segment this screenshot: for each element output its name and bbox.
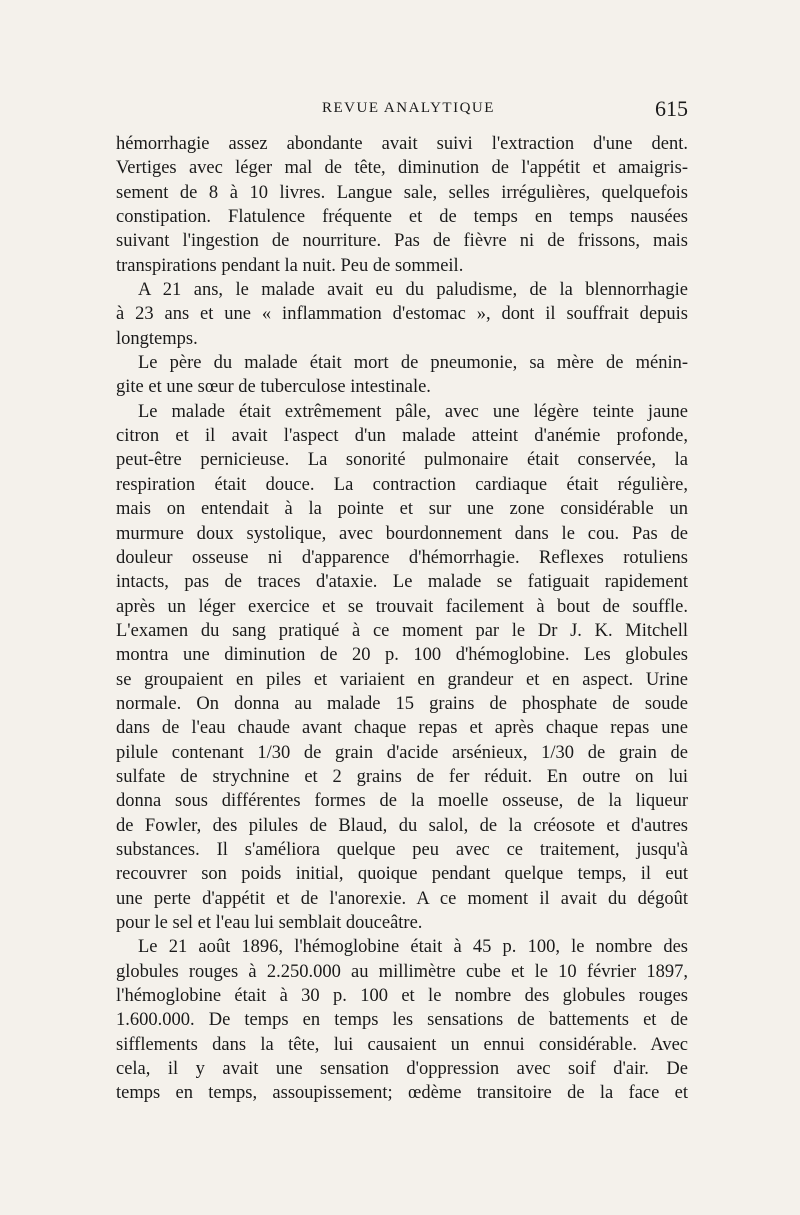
text-line: Vertiges avec léger mal de tête, diminution de l'appétit et amaigris- [116, 158, 688, 179]
text-line: 1.600.000. De temps en temps les sensations de battements et de [116, 1010, 688, 1031]
text-line: gite et une sœur de tuberculose intestinale. [116, 377, 431, 398]
text-line: peut-être pernicieuse. La sonorité pulmonaire était conservée, la [116, 450, 688, 471]
text-line: montra une diminution de 20 p. 100 d'hémoglobine. Les globules [116, 645, 688, 666]
text-line: pour le sel et l'eau lui semblait douceâtre. [116, 913, 423, 933]
text-line: murmure doux systolique, avec bourdonnement dans le cou. Pas de [116, 523, 688, 544]
text-line: substances. Il s'améliora quelque peu avec ce traitement, jusqu'à [116, 839, 688, 860]
text-line: A 21 ans, le malade avait eu du paludisme, de la blennorrhagie [138, 280, 688, 301]
text-line: sifflements dans la tête, lui causaient un ennui considérable. Avec [116, 1034, 688, 1055]
text-line: sulfate de strychnine et 2 grains de fer réduit. En outre on lui [116, 766, 688, 787]
text-line: à 23 ans et une « inflammation d'estomac », dont il souffrait depuis [116, 304, 688, 325]
text-line: intacts, pas de traces d'ataxie. Le malade se fatiguait rapidement [116, 572, 688, 593]
text-line: temps en temps, assoupissement; œdème transitoire de la face et [116, 1083, 688, 1104]
text-line: longtemps. [116, 328, 198, 349]
text-line: l'hémoglobine était à 30 p. 100 et le nombre des globules rouges [116, 986, 688, 1007]
text-line: de Fowler, des pilules de Blaud, du salol, de la créosote et d'autres [116, 815, 688, 836]
text-line: dans de l'eau chaude avant chaque repas et après chaque repas une [116, 718, 688, 739]
text-line: une perte d'appétit et de l'anorexie. A ce moment il avait du dégoût [116, 888, 688, 909]
text-line: après un léger exercice et se trouvait facilement à bout de souffle. [116, 596, 688, 617]
text-line: cela, il y avait une sensation d'oppression avec soif d'air. De [116, 1059, 688, 1080]
page-header [116, 96, 688, 126]
text-line: hémorrhagie assez abondante avait suivi l'extraction d'une dent. [116, 134, 688, 154]
text-line: Le 21 août 1896, l'hémoglobine était à 45 p. 100, le nombre des [138, 937, 688, 958]
text-line: Le père du malade était mort de pneumonie, sa mère de ménin- [138, 353, 688, 374]
text-line: se groupaient en piles et variaient en grandeur et en aspect. Urine [116, 669, 688, 690]
text-line: Le malade était extrêmement pâle, avec une légère teinte jaune [138, 401, 688, 422]
text-line: donna sous différentes formes de la moelle osseuse, de la liqueur [116, 791, 688, 812]
text-line: respiration était douce. La contraction cardiaque était régulière, [116, 474, 688, 495]
text-line: douleur osseuse ni d'apparence d'hémorrhagie. Reflexes rotuliens [116, 547, 688, 568]
text-line: globules rouges à 2.250.000 au millimètre cube et le 10 février 1897, [116, 961, 688, 982]
text-line: normale. On donna au malade 15 grains de phosphate de soude [116, 693, 688, 714]
text-line: mais on entendait à la pointe et sur une zone considérable un [116, 499, 688, 520]
text-line: constipation. Flatulence fréquente et de temps en temps nausées [116, 207, 688, 228]
text-line: recouvrer son poids initial, quoique pendant quelque temps, il eut [116, 864, 688, 885]
text-line: suivant l'ingestion de nourriture. Pas de fièvre ni de frissons, mais [116, 231, 688, 252]
text-line: citron et il avait l'aspect d'un malade atteint d'anémie profonde, [116, 426, 688, 447]
body-text [116, 132, 688, 1106]
text-line: transpirations pendant la nuit. Peu de sommeil. [116, 255, 464, 276]
running-head: REVUE ANALYTIQUE [322, 100, 495, 116]
text-line: sement de 8 à 10 livres. Langue sale, selles irrégulières, quelquefois [116, 182, 688, 203]
text-line: L'examen du sang pratiqué à ce moment par le Dr J. K. Mitchell [116, 620, 688, 641]
page-number: 615 [655, 96, 688, 121]
text-line: pilule contenant 1/30 de grain d'acide arsénieux, 1/30 de grain de [116, 742, 688, 763]
